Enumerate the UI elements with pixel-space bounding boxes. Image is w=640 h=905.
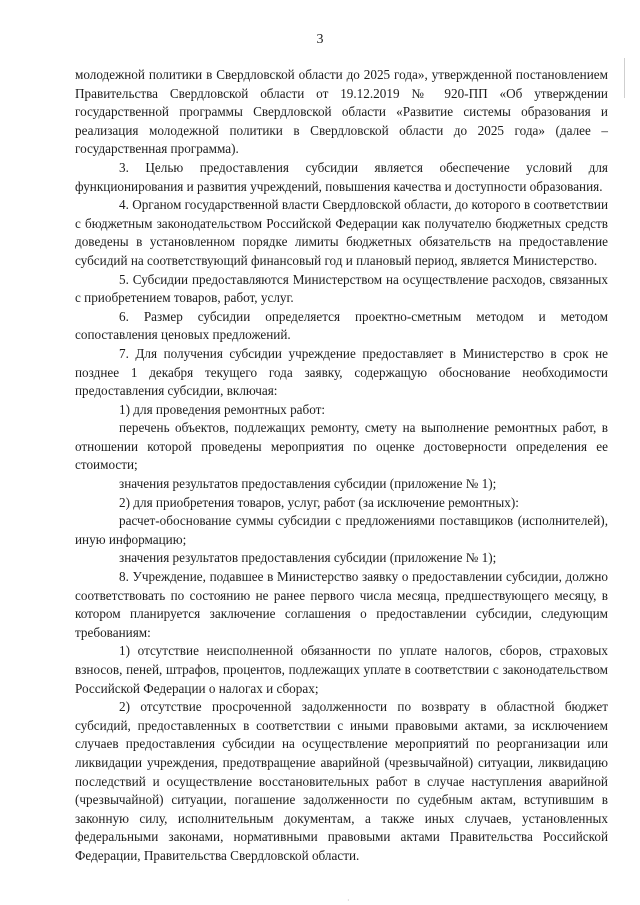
scan-artifact-dot: · (347, 896, 350, 905)
paragraph-continuation: молодежной политики в Свердловской области до 2025 года», утвержденной постановлением Правительства Свердловской области от 19.12.2019 № 920-ПП «Об утверждении государственной программы Свердловской области «Развитие системы образования и реализация молодежной политики в Свердловской области до 2025 года» (далее – государственная программа). (75, 67, 608, 157)
requirement-2-no-overdue-debt: 2) отсутствие просроченной задолженности по возврату в областной бюджет субсидий, предоставленных в соответствии с иными правовыми актами, за исключением случаев предоставления субсидии на осуществление мероприятий по реорганизации или ликвидации учреждения, предотвращение аварийной (чрезвычайной) ситуации, ликвидацию последствий и осуществление восстановительных работ в случае наступления аварийной (чрезвычайной) ситуации, погашение задолженности по судебным актам, вступившим в законную силу, исполнительным документам, а также иных случаев, установленных федеральными законами, нормативными правовыми актами Правительства Российской Федерации, Правительства Свердловской области. (75, 699, 608, 863)
item-1-repair-works: 1) для проведения ремонтных работ: (119, 401, 326, 417)
page-number: 3 (316, 32, 324, 47)
item-1-object-list: перечень объектов, подлежащих ремонту, смету на выполнение ремонтных работ, в отношении которой проведены мероприятия по оценке достоверности определения ее стоимости; (75, 420, 608, 473)
paragraph-8-requirements: 8. Учреждение, подавшее в Министерство заявку о предоставлении субсидии, должно соответствовать по состоянию не ранее первого числа месяца, предшествующего месяцу, в котором планируется заключение соглашения о предоставлении субсидии, следующим требованиям: (75, 569, 608, 640)
scan-edge-mark (624, 58, 625, 98)
item-2-results: значения результатов предоставления субсидии (приложение № 1); (119, 550, 497, 566)
requirement-1-no-tax-debt: 1) отсутствие неисполненной обязанности по уплате налогов, сборов, страховых взносов, пеней, штрафов, процентов, подлежащих уплате в соответствии с законодательством Российской Федерации о налогах и сборах; (75, 643, 608, 696)
item-1-results: значения результатов предоставления субсидии (приложение № 1); (119, 476, 497, 492)
item-2-purchases: 2) для приобретения товаров, услуг, работ (за исключение ремонтных): (119, 494, 519, 510)
item-2-calculation: расчет-обоснование суммы субсидии с предложениями поставщиков (исполнителей), иную информацию; (75, 513, 608, 547)
paragraph-5-expenses: 5. Субсидии предоставляются Министерством на осуществление расходов, связанных с приобретением товаров, работ, услуг. (75, 271, 608, 306)
paragraph-7-application: 7. Для получения субсидии учреждение предоставляет в Министерство в срок не позднее 1 декабря текущего года заявку, содержащую обоснование необходимости предоставления субсидии, включая: (75, 345, 608, 399)
paragraph-6-amount: 6. Размер субсидии определяется проектно-сметным методом и методом сопоставления ценовых предложений. (75, 308, 608, 343)
paragraph-4-authority: 4. Органом государственной власти Свердловской области, до которого в соответствии с бюджетным законодательством Российской Федерации как получателю бюджетных средств доведены в установленном порядке лимиты бюджетных обязательств на предоставление субсидий на соответствующий финансовый год и плановый период, является Министерство. (75, 197, 608, 268)
paragraph-3-purpose: 3. Целью предоставления субсидии является обеспечение условий для функционирования и развития учреждений, повышения качества и доступности образования. (75, 159, 608, 194)
document-body (75, 66, 608, 866)
